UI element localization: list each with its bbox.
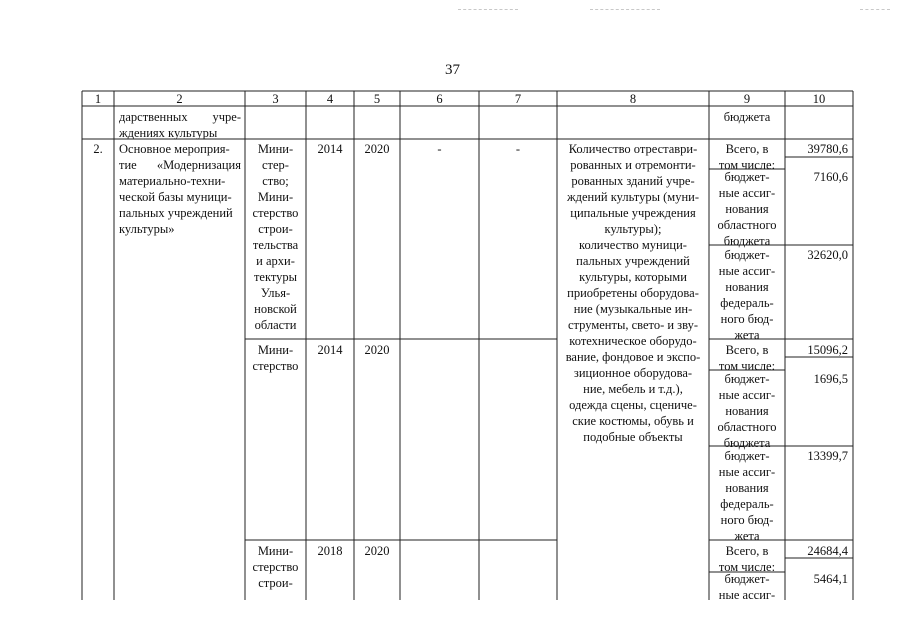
indicator-text: культуры, которыми <box>579 270 687 284</box>
indicator-text: количество муници- <box>579 238 687 252</box>
funding-amount: 1696,5 <box>813 372 848 386</box>
activity-name: пальных учреждений <box>119 206 233 220</box>
funding-amount: 39780,6 <box>807 142 848 156</box>
indicator-text: ские костюмы, обувь и <box>572 414 694 428</box>
funding-label: федераль- <box>720 497 774 511</box>
funding-amount: 24684,4 <box>807 544 848 558</box>
header-cell: 6 <box>436 92 443 106</box>
header-cell: 4 <box>326 92 334 106</box>
indicator-text: Количество отреставри- <box>568 142 698 156</box>
executor-text: новской <box>254 302 297 316</box>
executor-text: Мини- <box>257 544 294 558</box>
continuation-text: ждениях культуры <box>119 126 218 140</box>
executor-text: стерство <box>252 560 299 574</box>
funding-label: ные ассиг- <box>718 264 776 278</box>
funding-label: ные ассиг- <box>718 465 776 479</box>
funding-label: том числе: <box>718 560 776 574</box>
funding-amount: 15096,2 <box>807 343 848 357</box>
end-year: 2020 <box>364 544 390 558</box>
funding-label: бюджет- <box>724 449 770 463</box>
executor-text: и архи- <box>256 254 295 268</box>
funding-label: Всего, в <box>725 142 769 156</box>
continuation-text: дарственных учре- <box>119 110 241 124</box>
funding-label: ные ассиг- <box>718 186 776 200</box>
funding-label: областного <box>717 420 777 434</box>
executor-text: тельства <box>252 238 299 252</box>
page-number: 37 <box>445 62 460 78</box>
executor-text: строи- <box>258 222 293 236</box>
executor-text: стер- <box>262 158 289 172</box>
funding-label: бюджета <box>723 234 771 248</box>
activity-name: материально-техни- <box>119 174 226 188</box>
indicator-text: струменты, свето- и зву- <box>568 318 698 332</box>
funding-label: Всего, в <box>725 343 769 357</box>
funding-label: Всего, в <box>725 544 769 558</box>
funding-label: бюджета <box>723 436 771 450</box>
activity-name: культуры» <box>119 222 175 236</box>
funding-label: нования <box>725 481 769 495</box>
start-year: 2014 <box>317 142 343 156</box>
indicator-text: приобретены оборудова- <box>567 286 699 300</box>
funding-label: нования <box>725 280 769 294</box>
activity-name: Основное мероприя- <box>119 142 230 156</box>
funding-label: ные ассиг- <box>718 388 776 402</box>
executor-text: строи- <box>258 576 293 590</box>
header-cell: 10 <box>812 92 826 106</box>
funding-amount: 32620,0 <box>807 248 848 262</box>
indicator-text: ние (музыкальные ин- <box>573 302 693 316</box>
header-cell: 7 <box>514 92 522 106</box>
funding-label: нования <box>725 202 769 216</box>
indicator-text: ципальные учреждения <box>570 206 696 220</box>
indicator-text: одежда сцены, сцениче- <box>569 398 697 412</box>
indicator-text: котехническое оборудо- <box>569 334 697 348</box>
end-year: 2020 <box>364 343 390 357</box>
funding-label: федераль- <box>720 296 774 310</box>
funding-amount: 5464,1 <box>813 572 848 586</box>
funding-label: областного <box>717 218 777 232</box>
continuation-text: бюджета <box>723 110 771 124</box>
funding-label: бюджет- <box>724 572 770 586</box>
end-year: 2020 <box>364 142 390 156</box>
dash-value: - <box>437 142 442 156</box>
start-year: 2018 <box>317 544 343 558</box>
header-cell: 9 <box>743 92 751 106</box>
indicator-text: рованных зданий учре- <box>571 174 695 188</box>
header-cell: 1 <box>94 92 102 106</box>
activity-name: ческой базы муници- <box>119 190 232 204</box>
executor-text: Улья- <box>260 286 291 300</box>
indicator-text: рованных и отремонти- <box>570 158 696 172</box>
funding-amount: 7160,6 <box>813 170 848 184</box>
funding-amount: 13399,7 <box>807 449 848 463</box>
header-cell: 3 <box>272 92 279 106</box>
indicator-text: подобные объекты <box>583 430 683 444</box>
funding-label: ного бюд- <box>720 513 774 527</box>
funding-label: жета <box>734 529 760 543</box>
executor-text: стерство <box>252 359 299 373</box>
funding-label: бюджет- <box>724 248 770 262</box>
funding-label: ного бюд- <box>720 312 774 326</box>
funding-label: бюджет- <box>724 372 770 386</box>
indicator-text: ние, мебель и т.д.), <box>583 382 683 396</box>
header-cell: 5 <box>373 92 381 106</box>
start-year: 2014 <box>317 343 343 357</box>
funding-label: том числе: <box>718 158 776 172</box>
funding-label: том числе: <box>718 359 776 373</box>
executor-text: Мини- <box>257 190 294 204</box>
executor-text: Мини- <box>257 142 294 156</box>
executor-text: тектуры <box>253 270 298 284</box>
dash-value: - <box>515 142 521 156</box>
executor-text: области <box>254 318 297 332</box>
header-cell: 2 <box>176 92 183 106</box>
funding-label: ные ассиг- <box>718 588 776 602</box>
indicator-text: ждений культуры (муни- <box>567 190 699 204</box>
row-number: 2. <box>93 142 103 156</box>
executor-text: ство; <box>262 174 289 188</box>
funding-label: нования <box>725 404 769 418</box>
executor-text: Мини- <box>257 343 294 357</box>
indicator-text: вание, фондовое и экспо- <box>565 350 701 364</box>
activity-name: тие «Модернизация <box>119 158 241 172</box>
indicator-text: культуры); <box>604 222 662 236</box>
indicator-text: зиционное оборудова- <box>573 366 693 380</box>
executor-text: стерство <box>252 206 299 220</box>
indicator-text: пальных учреждений <box>576 254 690 268</box>
header-cell: 8 <box>629 92 637 106</box>
funding-label: бюджет- <box>724 170 770 184</box>
funding-label: жета <box>734 328 760 342</box>
